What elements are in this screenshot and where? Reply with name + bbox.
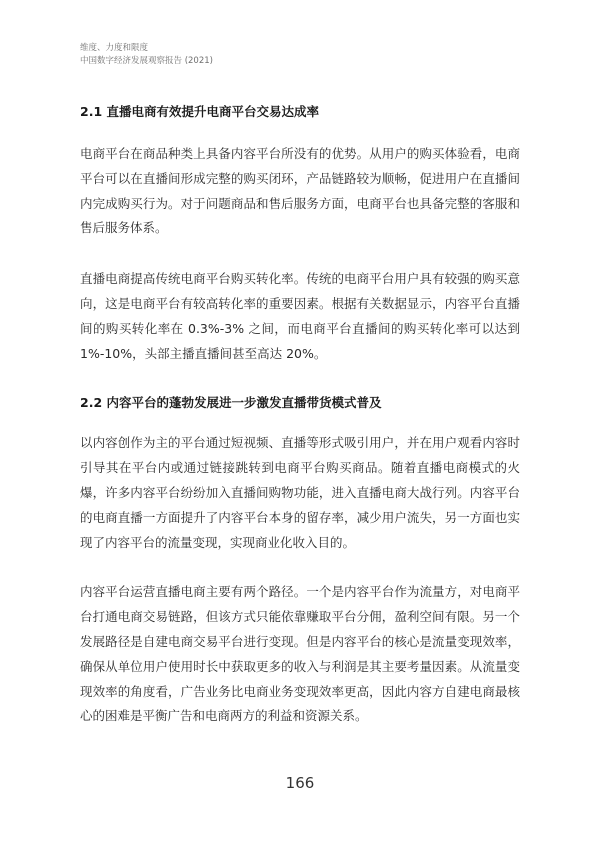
running-header <box>80 42 213 68</box>
paragraph: 内容平台运营直播电商主要有两个路径。一个是内容平台作为流量方，对电商平台打通电商交易链路，但该方式只能依靠赚取平台分佣，盈利空间有限。另一个发展路径是自建电商交易平台进行变现。但是内容平台的核心是流量变现效率，确保从单位用户使用时长中获取更多的收入与利润是其主要考量因素。从流量变现效率的角度看，广告业务比电商业务变现效率更高，因此内容方自建电商最核心的困难是平衡广告和电商两方的利益和资源关系。 <box>80 584 520 724</box>
report-title: 中国数字经济发展观察报告 (2021) <box>80 56 213 66</box>
section-heading-2-2: 2.2 内容平台的蓬勃发展进一步激发直播带货模式普及 <box>80 395 382 411</box>
page-body <box>80 100 520 729</box>
section-heading-2-1: 2.1 直播电商有效提升电商平台交易达成率 <box>80 104 319 119</box>
paragraph: 以内容创作为主的平台通过短视频、直播等形式吸引用户，并在用户观看内容时引导其在平台内或通过链接跳转到电商平台购买商品。随着直播电商模式的火爆，许多内容平台纷纷加入直播间购物功能，进入直播电商大战行列。内容平台的电商直播一方面提升了内容平台本身的留存率，减少用户流失，另一方面也实现了内容平台的流量变现，实现商业化收入目的。 <box>80 435 520 550</box>
report-subtitle: 维度、力度和限度 <box>80 43 149 53</box>
paragraph: 电商平台在商品种类上具备内容平台所没有的优势。从用户的购买体验看，电商平台可以在直播间形成完整的购买闭环，产品链路较为顺畅，促进用户在直播间内完成购买行为。对于问题商品和售后服务方面，电商平台也具备完整的客服和售后服务体系。 <box>80 146 520 236</box>
paragraph: 直播电商提高传统电商平台购买转化率。传统的电商平台用户具有较强的购买意向，这是电商平台有较高转化率的重要因素。根据有关数据显示，内容平台直播间的购买转化率在 0.3%-3% 之间，而电商平台直播间的购买转化率可以达到 1%-10%，头部主播直播间甚至高达 20%。 <box>80 271 520 361</box>
page-number: 166 <box>285 774 315 792</box>
